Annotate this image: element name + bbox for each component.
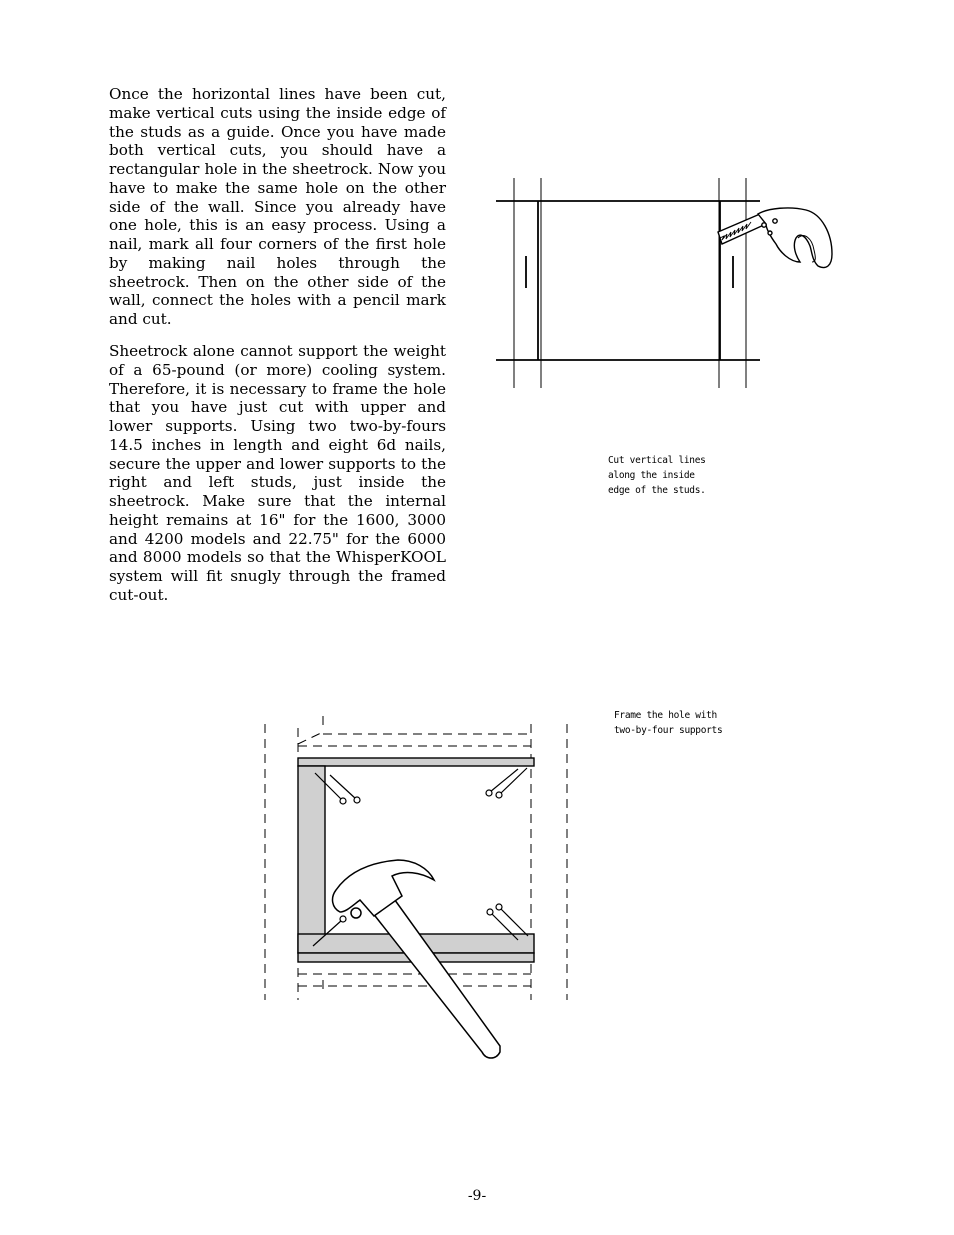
figure-frame-hole xyxy=(255,710,585,1070)
nail-icon xyxy=(313,768,528,946)
saw-icon xyxy=(718,208,832,268)
paragraph-vertical-cuts: Once the horizontal lines have been cut, make vertical cuts using the inside edge of the studs as a guide. Once you have made both vertical cuts, you should have a rectangular hole in the sheetrock. Now you have to make the same hole on the other side of the wall. Since you already have one hole, this is an easy process. Using a nail, mark all four corners of the first hole by making nail holes through the sheetrock. Then on the other side of the wall, connect the holes with a pencil mark and cut. xyxy=(109,85,446,328)
caption-vertical-cut: Cut vertical lines along the inside edge of the studs. xyxy=(608,455,706,496)
figure-vertical-cut xyxy=(490,170,850,400)
paragraph-frame-hole: Sheetrock alone cannot support the weight of a 65-pound (or more) cooling system. Therefore, it is necessary to frame the hole that you have just cut with upper and lower supports. Using two two-by-fours 14.5 inches in length and eight 6d nails, secure the upper and lower supports to the right and left studs, just inside the sheetrock. Make sure that the internal height remains at 16" for the 1600, 3000 and 4200 models and 22.75" for the 6000 and 8000 models so that the WhisperKOOL system will fit snugly through the framed cut-out. xyxy=(109,342,446,604)
caption-frame-hole: Frame the hole with two-by-four supports xyxy=(614,710,723,736)
page-number: -9- xyxy=(467,1188,487,1204)
